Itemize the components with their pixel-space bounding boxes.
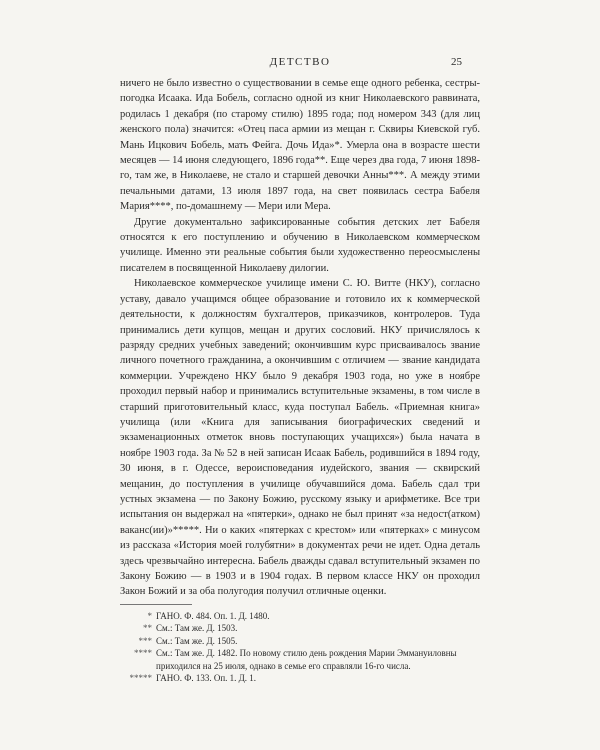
footnote-text: ГАНО. Ф. 133. Оп. 1. Д. 1. bbox=[156, 673, 257, 684]
paragraph: Николаевское коммерческое училище имени С. Ю. Витте (НКУ), согласно уставу, давало учащимся общее образование и готовило их к коммерческой деятельности, к должностям бухгалтеров, приказчиков, контролеров. Туда принимались дети купцов, мещан и других сословий. НКУ причислялось к разряду средних учебных заведений; окончившим курс присваивалось звание личного почетного гражданина, а окончившим с отличием — звание кандидата коммерции. Учреждено НКУ было 9 декабря 1903 года, но уже в ноябре проходил первый набор и принимались вступительные экзамены, в том числе в старший приготовительный класс, куда поступал Бабель. «Приемная книга» училища (или «Книга для записывания биографических сведений и экзаменационных отметок вновь поступающих учащихся») была начата в ноябре 1903 года. За № 52 в ней записан Исаак Бабель, родившийся в 1894 году, 30 июня, в г. Одессе, вероисповедания иудейского, звания — сквирский мещанин, до поступления в училище обучавшийся дома. Бабель сдал три устных экзамена — по Закону Божию, русскому языку и арифметике. Все три испытания он выдержал на «пятерки», однако не был принят «за недост(атком) ваканс(ии)»*****. Ни о каких «пятерках с крестом» или «пятерках» с минусом из рассказа «История моей голубятни» в документах речи не идет. Одна деталь здесь чрезвычайно интересна. Бабель дважды сдавал вступительный экзамен по Закону Божию — в 1903 и в 1904 годах. В первом классе НКУ он проходил Закон Божий и за оба полугодия получил отличные оценки. bbox=[120, 278, 480, 598]
footnote bbox=[120, 610, 480, 622]
footnote-marker: *** bbox=[138, 635, 152, 646]
footnote-text: См.: Там же. Д. 1503. bbox=[156, 623, 238, 634]
footnote bbox=[120, 672, 480, 684]
footnote-divider bbox=[120, 604, 192, 605]
footnote bbox=[120, 647, 480, 672]
footnote-marker: ** bbox=[143, 623, 152, 634]
footnote-marker: * bbox=[147, 611, 152, 621]
footnote-text: См.: Там же. Д. 1482. По новому стилю день рождения Марии Эммануиловны приходился на 25 июля, однако в семье его справляли 16-го числа. bbox=[156, 648, 457, 671]
footnote-marker: **** bbox=[134, 648, 152, 659]
footnote bbox=[120, 622, 480, 634]
body-text bbox=[120, 76, 480, 600]
running-head bbox=[0, 56, 600, 72]
page-number: 25 bbox=[451, 56, 462, 68]
chapter-title: ДЕТСТВО bbox=[269, 56, 331, 68]
footnote-text: См.: Там же. Д. 1505. bbox=[156, 635, 238, 646]
footnote bbox=[120, 635, 480, 647]
footnote-marker: ***** bbox=[129, 673, 152, 684]
paragraph: ничего не было известно о существовании в семье еще одного ребенка, сестры-погодка Исаака. Ида Бобель, согласно одной из книг Николаевского раввината, родилась 1 декабря (по старому стилю) 1895 года; под номером 343 (для лиц женского пола) значится: «Отец паса армии из мещан г. Сквиры Киевской губ. Мань Ицкович Бобель, мать Фейга. Дочь Ида»*. Умерла она в возрасте шести месяцев — 14 июня следующего, 1896 года**. Еще через два года, 7 июня 1898-го, там же, в Николаеве, не стало и старшей девочки Анны***. А между этими печальными датами, 13 июля 1897 года, на свет появилась сестра Бабеля Мария****, по-домашнему — Мери или Мера. bbox=[120, 78, 480, 213]
paragraph: Другие документально зафиксированные события детских лет Бабеля относятся к его поступлению и обучению в Николаевском коммерческом училище. Именно эти реальные события были художественно переосмыслены писателем в посвященной Николаеву дилогии. bbox=[120, 216, 480, 274]
footnotes bbox=[120, 610, 480, 684]
footnote-text: ГАНО. Ф. 484. Оп. 1. Д. 1480. bbox=[156, 611, 270, 621]
